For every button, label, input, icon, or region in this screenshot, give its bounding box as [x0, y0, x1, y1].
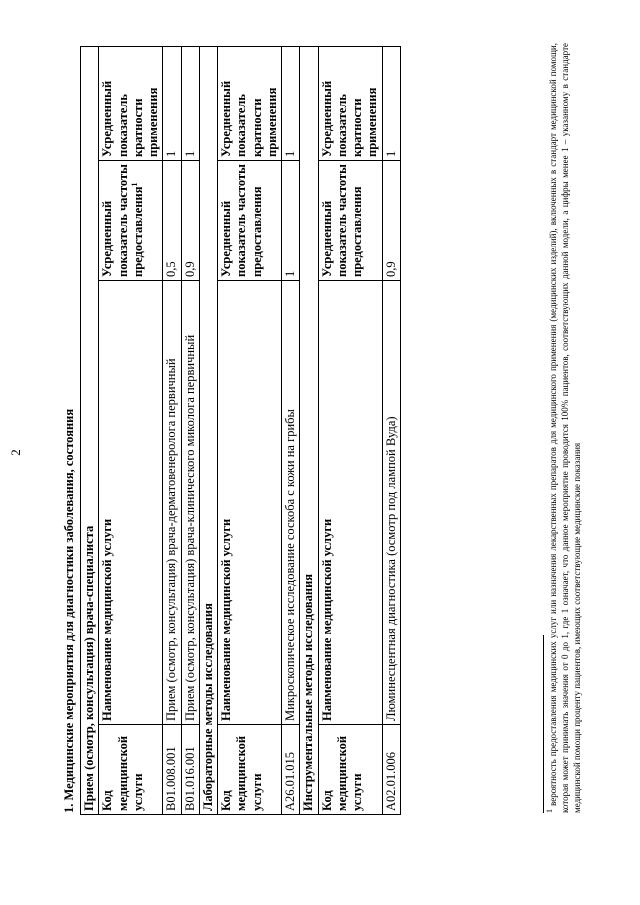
- header-multiplicity: Усредненный показатель кратности применения: [318, 46, 382, 160]
- service-name: Микроскопическое исследование соскоба с кожи на грибы: [282, 281, 300, 725]
- header-frequency-label: Усредненный показатель частоты предоставления: [100, 164, 145, 277]
- service-code: A02.01.006: [382, 725, 400, 815]
- service-name: Люминесцентная диагностика (осмотр под лампой Вуда): [382, 281, 400, 725]
- multiplicity-value: 1: [382, 46, 400, 160]
- group-row: [199, 46, 217, 814]
- header-frequency: [99, 161, 163, 281]
- header-code: Код медицинской услуги: [218, 725, 282, 815]
- group-title: Лабораторные методы исследования: [199, 46, 217, 814]
- header-row: [318, 46, 382, 814]
- footnote-separator: [543, 635, 544, 813]
- page-number: 2: [8, 449, 23, 456]
- header-frequency: [218, 161, 282, 281]
- service-code: B01.008.001: [163, 725, 181, 815]
- header-name: Наименование медицинской услуги: [99, 281, 163, 725]
- service-name: Прием (осмотр, консультация) врача-дерматовенеролога первичный: [163, 281, 181, 725]
- multiplicity-value: 1: [181, 46, 199, 160]
- table-row: [382, 46, 400, 814]
- services-table: [80, 46, 401, 815]
- footnote: [545, 42, 584, 813]
- service-code: B01.016.001: [181, 725, 199, 815]
- header-code: Код медицинской услуги: [318, 725, 382, 815]
- group-title: Прием (осмотр, консультация) врача-специалиста: [81, 46, 99, 814]
- frequency-value: 0,9: [382, 161, 400, 281]
- header-multiplicity: Усредненный показатель кратности применения: [218, 46, 282, 160]
- header-name: Наименование медицинской услуги: [318, 281, 382, 725]
- table-row: [163, 46, 181, 814]
- group-title: Инструментальные методы исследования: [300, 46, 318, 814]
- footnote-mark: 1: [545, 809, 554, 813]
- services-table-body: [81, 46, 401, 814]
- group-row: [81, 46, 99, 814]
- service-code: A26.01.015: [282, 725, 300, 815]
- service-name: Прием (осмотр, консультация) врача-клинического миколога первичный: [181, 281, 199, 725]
- header-frequency: [318, 161, 382, 281]
- header-row: [99, 46, 163, 814]
- group-row: [300, 46, 318, 814]
- frequency-value: 1: [282, 161, 300, 281]
- header-row: [218, 46, 282, 814]
- footnote-text: вероятность предоставления медицинских услуг или назначения лекарственных препаратов для медицинского применения (медицинских изделий), включенных в стандарт медицинской помощи, которая может принимать значения от 0 до 1, где 1 означает, что данное мероприятие проводится 100% пациентов, соответствующих данной модели, а цифры менее 1 – указанному в стандарте медицинской помощи проценту пациентов, имеющих соответствующие медицинские показания: [548, 42, 582, 813]
- table-row: [282, 46, 300, 814]
- header-code: Код медицинской услуги: [99, 725, 163, 815]
- footnote-reference: 1: [129, 182, 139, 187]
- header-frequency-label: Усредненный показатель частоты предоставления: [219, 164, 264, 277]
- header-multiplicity: Усредненный показатель кратности применения: [99, 46, 163, 160]
- frequency-value: 0,9: [181, 161, 199, 281]
- table-row: [181, 46, 199, 814]
- header-name: Наименование медицинской услуги: [218, 281, 282, 725]
- multiplicity-value: 1: [163, 46, 181, 160]
- multiplicity-value: 1: [282, 46, 300, 160]
- frequency-value: 0,5: [163, 161, 181, 281]
- header-frequency-label: Усредненный показатель частоты предоставления: [319, 164, 364, 277]
- section-title: 1. Медицинские мероприятия для диагностики заболевания, состояния: [62, 408, 76, 813]
